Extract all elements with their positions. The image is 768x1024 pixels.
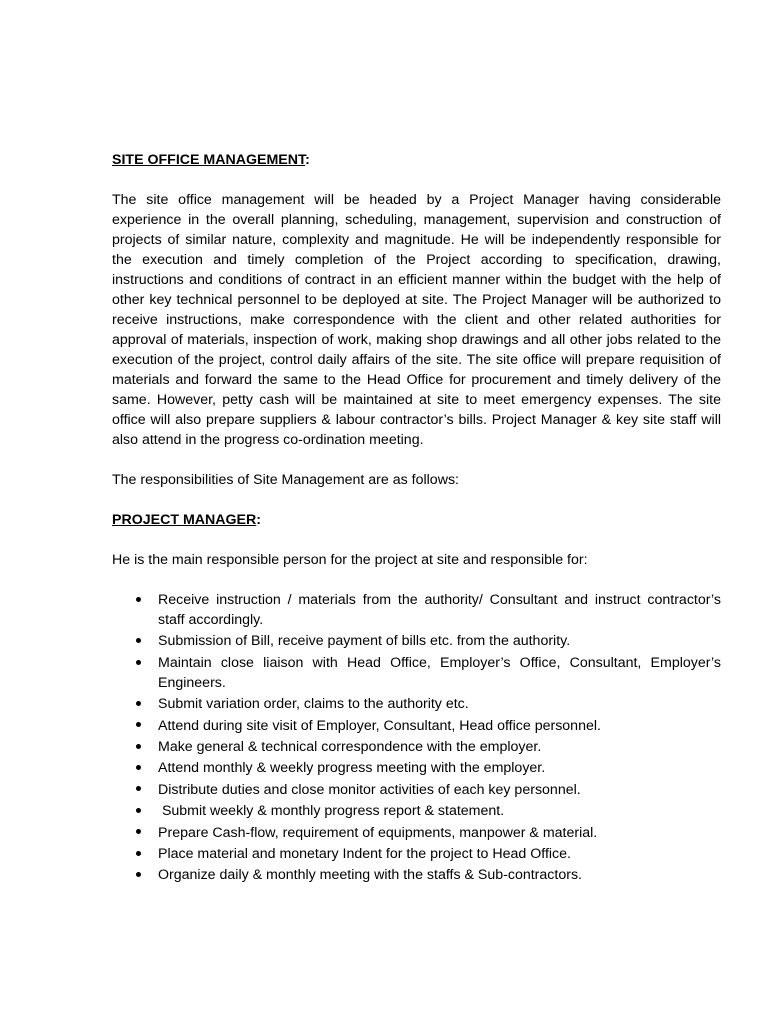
list-item-text: Maintain close liaison with Head Office, Employer’s Office, Consultant, Employer’s Engineers. bbox=[158, 654, 721, 691]
bullet-icon bbox=[133, 780, 143, 800]
bullet-icon bbox=[133, 801, 143, 821]
list-item bbox=[112, 631, 721, 651]
bullet-icon bbox=[133, 653, 143, 673]
list-item-text: Submit weekly & monthly progress report & statement. bbox=[158, 803, 505, 820]
project-manager-heading-colon: : bbox=[256, 512, 261, 528]
list-item bbox=[112, 801, 721, 821]
bullet-icon bbox=[133, 716, 143, 736]
list-item-text: Receive instruction / materials from the authority/ Consultant and instruct contractor’s staff accordingly. bbox=[158, 592, 721, 628]
bullet-icon bbox=[133, 823, 143, 843]
list-item-text: Attend monthly & weekly progress meeting with the employer. bbox=[158, 760, 546, 777]
bullet-icon bbox=[133, 758, 143, 778]
project-manager-heading-text: PROJECT MANAGER bbox=[112, 512, 257, 528]
list-item-text: Submission of Bill, receive payment of bills etc. from the authority. bbox=[158, 633, 571, 650]
list-item-text: Organize daily & monthly meeting with the staffs & Sub-contractors. bbox=[158, 867, 582, 884]
project-manager-intro: He is the main responsible person for the project at site and responsible for: bbox=[112, 552, 588, 568]
bullet-icon bbox=[133, 737, 143, 757]
site-office-heading-text: SITE OFFICE MANAGEMENT bbox=[112, 152, 306, 168]
responsibilities-intro: The responsibilities of Site Management are as follows: bbox=[112, 472, 459, 488]
bullet-icon bbox=[133, 590, 143, 610]
list-item bbox=[112, 844, 721, 864]
list-item bbox=[112, 737, 721, 757]
list-item bbox=[112, 694, 721, 714]
list-item bbox=[112, 865, 721, 885]
responsibility-list bbox=[112, 590, 721, 885]
list-item-text: Make general & technical correspondence with the employer. bbox=[158, 738, 542, 755]
list-item-text: Distribute duties and close monitor activities of each key personnel. bbox=[158, 781, 581, 798]
site-office-heading bbox=[112, 150, 721, 170]
bullet-icon bbox=[133, 631, 143, 651]
site-office-paragraph: The site office management will be headed by a Project Manager having considerable experience in the overall planning, scheduling, management, supervision and construction of projects of similar nature, complexity and magnitude. He will be independently responsible for the execution and timely completion of the Project according to specification, drawing, instructions and conditions of contract in an efficient manner within the budget with the help of other key technical personnel to be deployed at site. The Project Manager will be authorized to receive instructions, make correspondence with the client and other related authorities for approval of materials, inspection of work, making shop drawings and all other jobs related to the execution of the project, control daily affairs of the site. The site office will prepare requisition of materials and forward the same to the Head Office for procurement and timely delivery of the same. However, petty cash will be maintained at site to meet emergency expenses. The site office will also prepare suppliers & labour contractor’s bills. Project Manager & key site staff will also attend in the progress co-ordination meeting. bbox=[112, 192, 721, 448]
list-item bbox=[112, 590, 721, 630]
site-office-heading-colon: : bbox=[305, 152, 310, 168]
list-item bbox=[112, 758, 721, 778]
list-item bbox=[112, 716, 721, 736]
list-item bbox=[112, 653, 721, 693]
list-item bbox=[112, 823, 721, 843]
project-manager-heading bbox=[112, 510, 721, 530]
list-item-text: Place material and monetary Indent for the project to Head Office. bbox=[158, 845, 571, 862]
bullet-icon bbox=[133, 865, 143, 885]
list-item-text: Submit variation order, claims to the authority etc. bbox=[158, 696, 469, 713]
list-item-text: Prepare Cash-flow, requirement of equipments, manpower & material. bbox=[158, 824, 598, 841]
list-item-text: Attend during site visit of Employer, Consultant, Head office personnel. bbox=[158, 717, 601, 734]
list-item bbox=[112, 780, 721, 800]
document-page bbox=[112, 150, 721, 887]
bullet-icon bbox=[133, 844, 143, 864]
bullet-icon bbox=[133, 694, 143, 714]
